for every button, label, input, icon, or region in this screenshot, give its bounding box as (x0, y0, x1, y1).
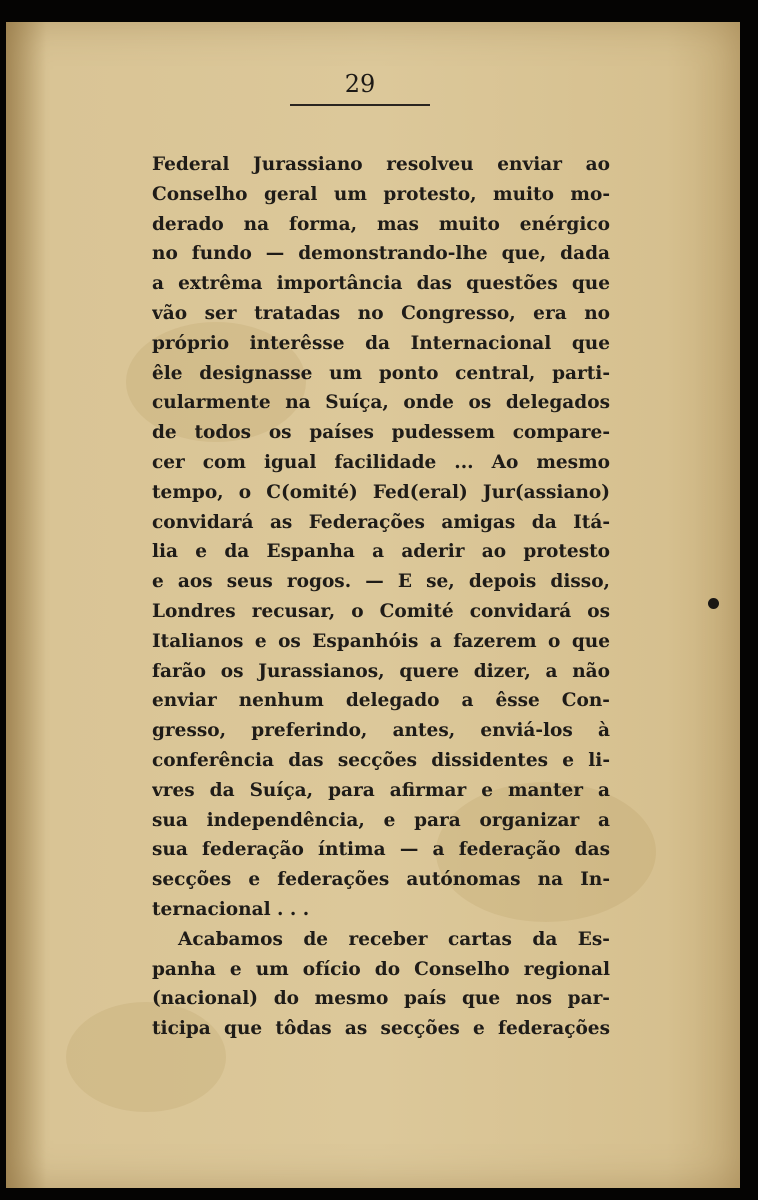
text-line: ticipa que tôdas as secções e federações (152, 1018, 610, 1040)
text-line: Londres recusar, o Comité convidará os (152, 600, 610, 622)
text-line: conferência das secções dissidentes e li- (152, 749, 610, 771)
page-number: 29 (344, 70, 376, 98)
text-line: a extrêma importância das questões que (152, 273, 610, 295)
page-gutter-shadow (6, 22, 46, 1188)
text-line: próprio interêsse da Internacional que (152, 332, 610, 354)
text-line: Conselho geral um protesto, muito mo- (152, 183, 610, 205)
text-line: no fundo — demonstrando-lhe que, dada (152, 243, 610, 265)
ink-dot (708, 598, 719, 609)
text-line: (nacional) do mesmo país que nos par- (152, 988, 610, 1010)
text-line: sua federação íntima — a federação das (152, 839, 610, 861)
body-text (152, 150, 610, 1044)
text-line: cularmente na Suíça, onde os delegados (152, 392, 610, 414)
text-line: gresso, preferindo, antes, enviá-los à (152, 720, 610, 742)
text-line: enviar nenhum delegado a êsse Con- (152, 690, 610, 712)
text-line: secções e federações autónomas na In- (152, 869, 610, 891)
text-line: convidará as Federações amigas da Itá- (152, 511, 610, 533)
header-rule (290, 104, 430, 106)
text-line: de todos os países pudessem compare- (152, 422, 610, 444)
text-line: vres da Suíça, para afirmar e manter a (152, 779, 610, 801)
text-line: derado na forma, mas muito enérgico (152, 213, 610, 235)
text-line: Federal Jurassiano resolveu enviar ao (152, 154, 610, 175)
text-line: tempo, o C(omité) Fed(eral) Jur(assiano) (152, 481, 610, 503)
text-line: ternacional . . . (152, 898, 310, 920)
text-line: e aos seus rogos. — E se, depois disso, (152, 571, 610, 593)
text-line: êle designasse um ponto central, parti- (152, 362, 610, 384)
text-line: sua independência, e para organizar a (152, 809, 610, 831)
text-line: cer com igual facilidade ... Ao mesmo (152, 451, 610, 473)
text-line: Italianos e os Espanhóis a fazerem o que (152, 630, 610, 652)
text-line: Acabamos de receber cartas da Es- (178, 928, 610, 950)
text-line: vão ser tratadas no Congresso, era no (152, 302, 610, 324)
text-line: panha e um ofício do Conselho regional (152, 958, 610, 980)
text-line: farão os Jurassianos, quere dizer, a não (152, 660, 610, 682)
text-line: lia e da Espanha a aderir ao protesto (152, 541, 610, 563)
